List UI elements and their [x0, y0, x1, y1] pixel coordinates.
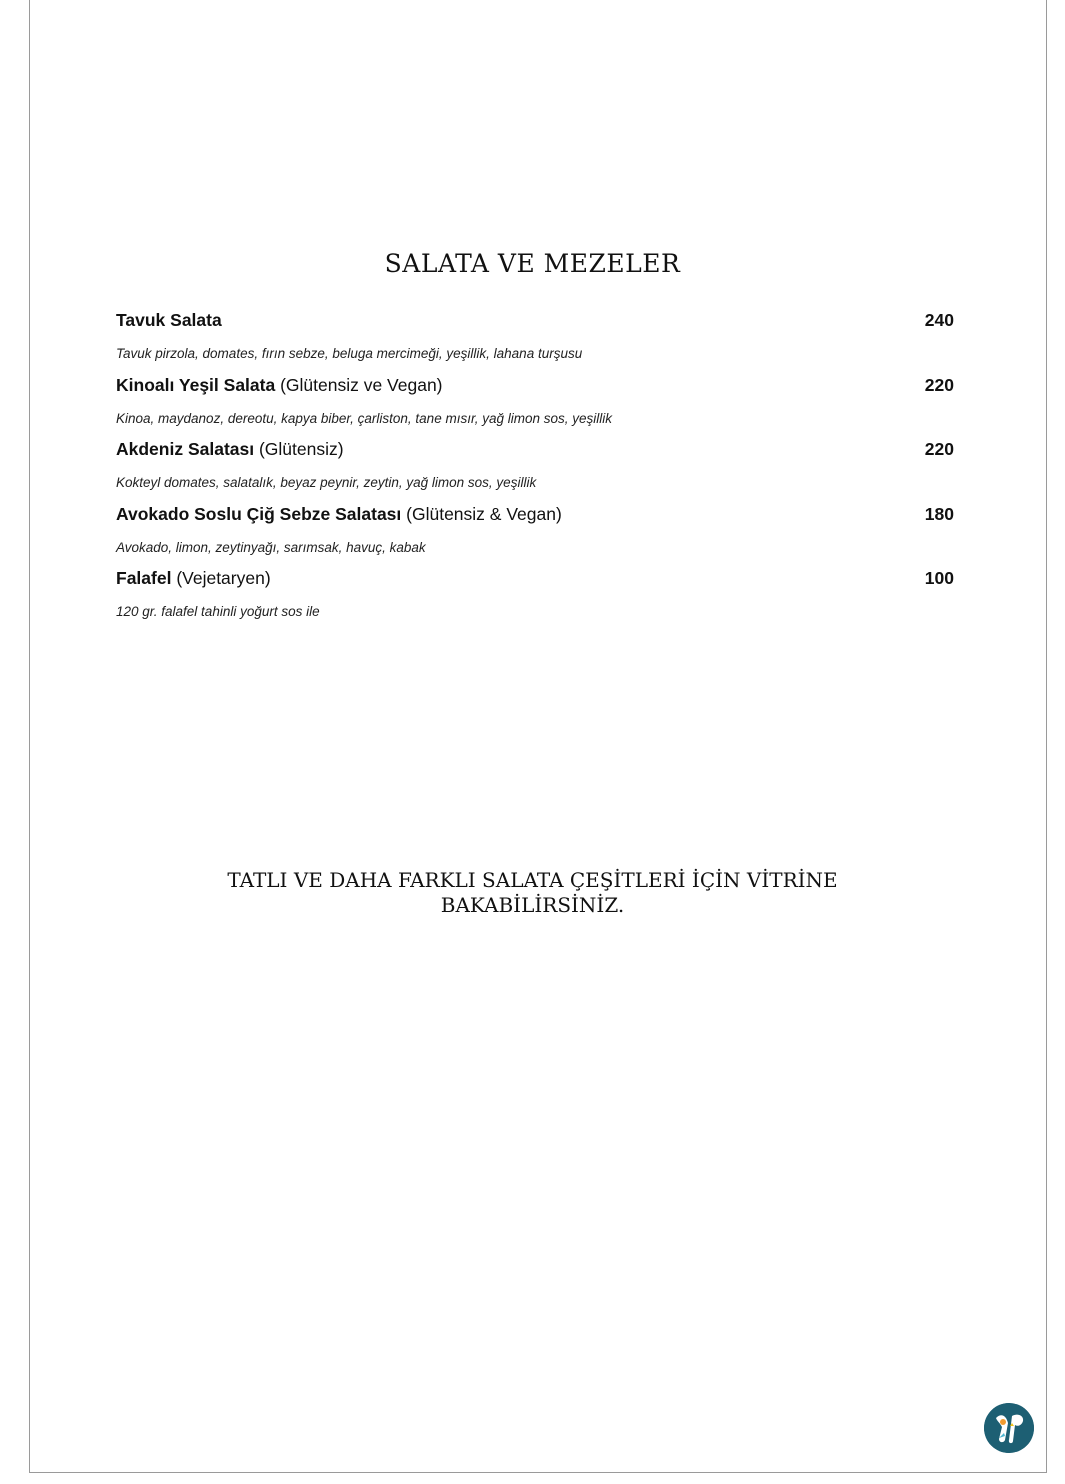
menu-item-name: Akdeniz Salatası [116, 439, 259, 459]
menu-item-name: Tavuk Salata [116, 310, 222, 330]
menu-item-price: 100 [924, 568, 954, 588]
menu-item-description: Avokado, limon, zeytinyağı, sarımsak, havuç, kabak [116, 539, 426, 555]
menu-item [116, 504, 954, 569]
menu-item [116, 568, 954, 633]
logo-badge-icon[interactable] [984, 1403, 1034, 1453]
menu-item [116, 439, 954, 504]
menu-page [29, 0, 1047, 1473]
menu-item-header [116, 310, 954, 336]
menu-item-name: Avokado Soslu Çiğ Sebze Salatası [116, 503, 407, 524]
menu-item [116, 375, 954, 440]
showcase-note-line-2: BAKABİLİRSİNİZ. [440, 893, 625, 917]
menu-item-description: Tavuk pirzola, domates, fırın sebze, beluga mercimeği, yeşillik, lahana turşusu [116, 346, 583, 361]
menu-item-header [116, 504, 954, 530]
menu-item-description: Kinoa, maydanoz, dereotu, kapya biber, çarliston, tane mısır, yağ limon sos, yeşillik [116, 410, 612, 426]
menu-item-note: (Vejetaryen) [176, 568, 271, 588]
menu-item-price: 220 [924, 439, 954, 459]
menu-item-name: Falafel [116, 568, 177, 588]
logo-badge-graphic [984, 1403, 1034, 1453]
menu-item-description: Kokteyl domates, salatalık, beyaz peynir, zeytin, yağ limon sos, yeşillik [116, 475, 537, 490]
menu-item-note: (Glütensiz ve Vegan) [280, 374, 443, 395]
showcase-note [0, 868, 1065, 918]
showcase-note-line-1: TATLI VE DAHA FARKLI SALATA ÇEŞİTLERİ İÇİN VİTRİNE [227, 868, 838, 892]
page-title: SALATA VE MEZELER [384, 248, 681, 278]
menu-item [116, 310, 954, 375]
menu-item-price: 240 [924, 310, 954, 330]
menu-list [116, 310, 954, 633]
menu-item-header [116, 568, 954, 594]
menu-item-header [116, 375, 954, 401]
menu-item-note: (Glütensiz) [258, 439, 344, 459]
menu-item-description: 120 gr. falafel tahinli yoğurt sos ile [116, 604, 320, 619]
menu-item-name: Kinoalı Yeşil Salata [116, 374, 281, 395]
menu-item-header [116, 439, 954, 465]
menu-item-price: 180 [924, 503, 954, 524]
menu-item-price: 220 [924, 374, 954, 395]
menu-item-note: (Glütensiz & Vegan) [406, 503, 562, 524]
